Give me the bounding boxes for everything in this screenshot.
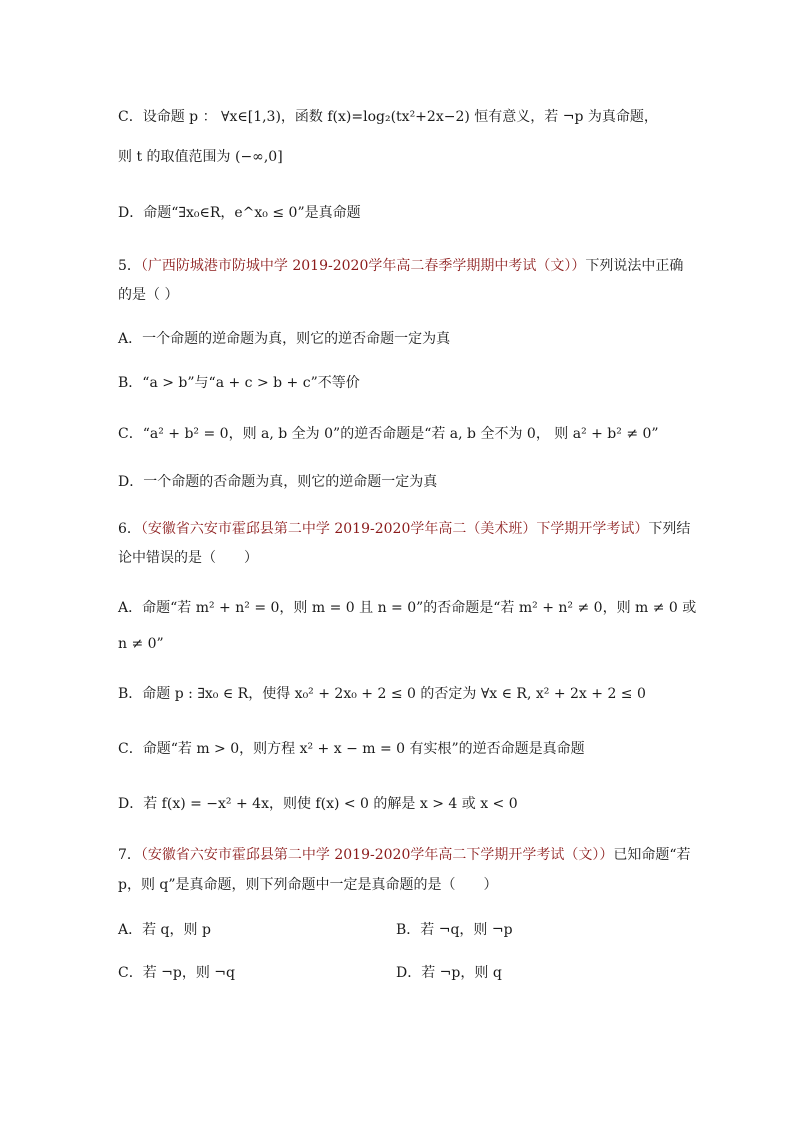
- q7-stem-tail: 已知命题“若: [613, 847, 691, 863]
- q4-option-c-line2: 则 t 的取值范围为 (−∞,0]: [118, 149, 283, 165]
- q5-number: 5．: [118, 258, 141, 274]
- q6-stem-line2: 论中错误的是（ ）: [118, 550, 258, 566]
- q7-option-d: D．若 ¬p，则 q: [396, 965, 502, 981]
- q6-option-a-line2: n ≠ 0”: [118, 636, 164, 652]
- q7-stem-line2: p，则 q”是真命题，则下列命题中一定是真命题的是（ ）: [118, 877, 498, 893]
- q5-stem-line2: 的是（ ）: [118, 287, 179, 303]
- q6-option-b: B．命题 p : ∃x₀ ∈ R，使得 x₀² + 2x₀ + 2 ≤ 0 的否定为 ∀x ∈ R, x² + 2x + 2 ≤ 0: [118, 686, 646, 702]
- q7-option-c: C．若 ¬p，则 ¬q: [118, 965, 235, 981]
- q7-source: （安徽省六安市霍邱县第二中学 2019-2020学年高二下学期开学考试（文））: [140, 847, 614, 863]
- q5-option-a: A．一个命题的逆命题为真，则它的逆否命题一定为真: [118, 331, 451, 347]
- q6-option-c: C．命题“若 m > 0，则方程 x² + x − m = 0 有实根”的逆否命题是真命题: [118, 741, 585, 757]
- q5-stem-tail: 下列说法中正确: [585, 258, 684, 274]
- q5-stem-line1: [118, 256, 683, 276]
- q5-source: （广西防城港市防城中学 2019-2020学年高二春季学期期中考试（文））: [140, 258, 586, 274]
- q7-option-a: A．若 q，则 p: [118, 922, 211, 938]
- q4-option-c-line1: C．设命题 p ： ∀x∈[1,3)，函数 f(x)=log₂(tx²+2x−2) 恒有意义，若 ¬p 为真命题，: [118, 109, 658, 125]
- q6-source: （安徽省六安市霍邱县第二中学 2019-2020学年高二（美术班）下学期开学考试）: [140, 521, 649, 537]
- q5-option-b: B．“a > b”与“a + c > b + c”不等价: [118, 375, 360, 391]
- q6-stem-tail: 下列结: [648, 521, 691, 537]
- q5-option-c: C．“a² + b² = 0，则 a, b 全为 0”的逆否命题是“若 a, b 全不为 0， 则 a² + b² ≠ 0”: [118, 426, 659, 442]
- q5-option-d: D．一个命题的否命题为真，则它的逆命题一定为真: [118, 474, 438, 490]
- q6-number: 6．: [118, 521, 141, 537]
- q7-number: 7．: [118, 847, 141, 863]
- q7-option-b: B．若 ¬q，则 ¬p: [396, 922, 513, 938]
- q4-option-d: D．命题“∃x₀∈R，e^x₀ ≤ 0”是真命题: [118, 205, 361, 221]
- q6-option-a-line1: A．命题“若 m² + n² = 0，则 m = 0 且 n = 0”的否命题是“若 m² + n² ≠ 0，则 m ≠ 0 或: [118, 600, 697, 616]
- q7-stem-line1: [118, 845, 691, 865]
- q6-option-d: D．若 f(x) = −x² + 4x，则使 f(x) < 0 的解是 x > 4 或 x < 0: [118, 796, 518, 812]
- q6-stem-line1: [118, 519, 690, 539]
